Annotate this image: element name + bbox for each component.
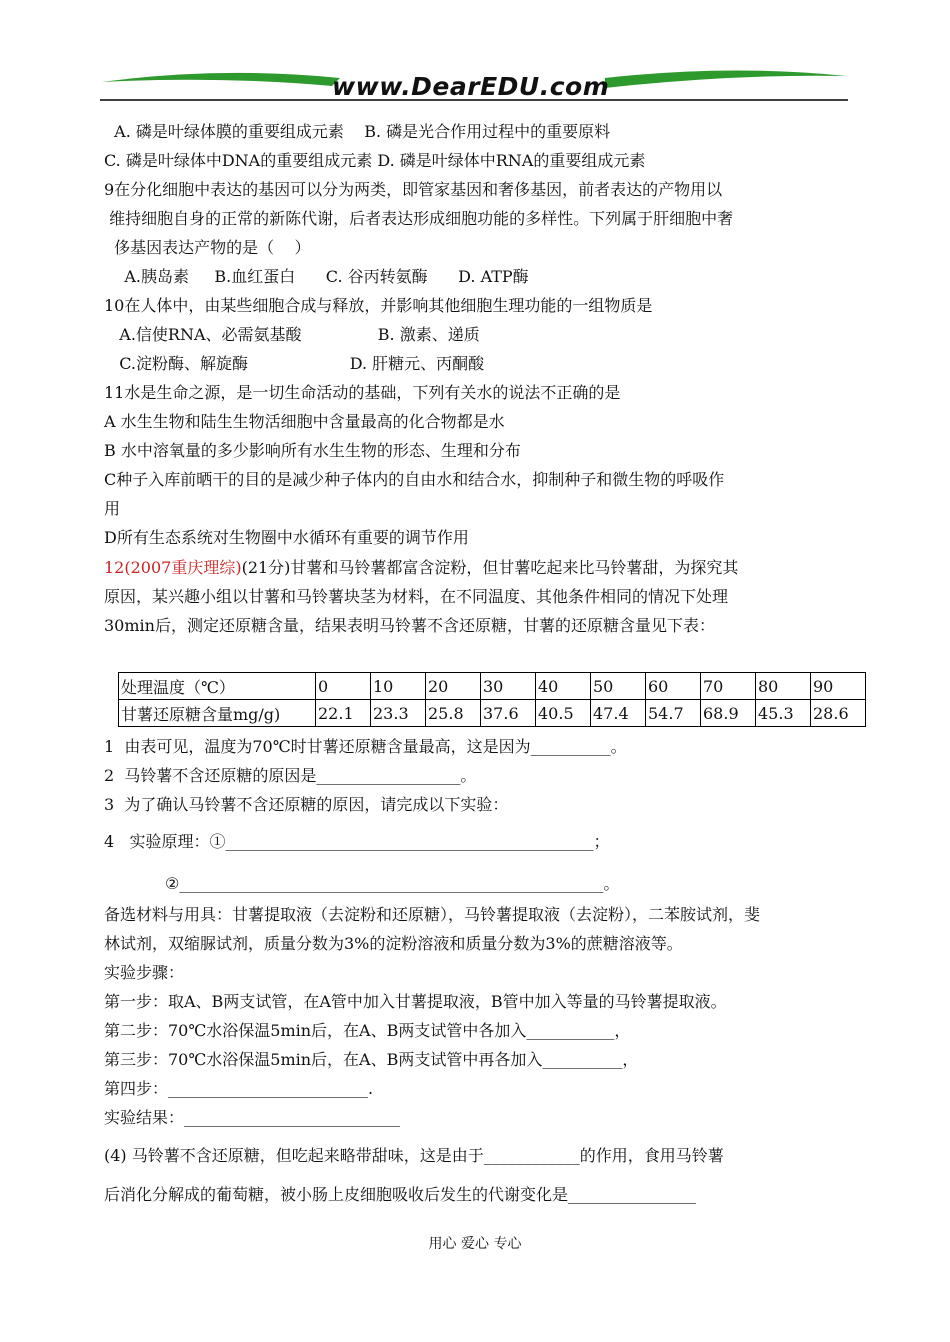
- table-cell: 60: [646, 673, 701, 700]
- text-line-content: 实验结果：___________________________: [104, 1108, 401, 1127]
- text-line-content: 10在人体中，由某些细胞合成与释放，并影响其他细胞生理功能的一组物质是: [104, 296, 653, 315]
- text-line-content: C.淀粉酶、解旋酶 D. 肝糖元、丙酮酸: [104, 354, 485, 373]
- text-line: [104, 149, 645, 173]
- text-line: [104, 526, 469, 550]
- text-line: [104, 614, 715, 638]
- text-line: [104, 323, 480, 347]
- text-line: [104, 735, 627, 759]
- text-line: [104, 120, 610, 144]
- text-line: [104, 764, 476, 788]
- text-line: [104, 468, 724, 492]
- text-line: [104, 265, 529, 289]
- text-line-content: (21分)甘薯和马铃薯都富含淀粉，但甘薯吃起来比马铃薯甜，为探究其: [241, 558, 739, 577]
- text-line-content: 实验步骤：: [104, 963, 185, 982]
- text-line-content: 用: [104, 499, 121, 518]
- text-line: [104, 872, 619, 896]
- table-cell: 10: [371, 673, 426, 700]
- row-header-cell: 处理温度（℃）: [119, 673, 316, 700]
- page-footer: 用心 爱心 专心: [428, 1236, 522, 1252]
- table-cell: 22.1: [316, 700, 371, 727]
- table-cell: 40.5: [536, 700, 591, 727]
- text-line-content: (4) 马铃薯不含还原糖，但吃起来略带甜味，这是由于____________的作用，食用马铃薯: [104, 1146, 724, 1165]
- question-source: 12(2007重庆理综): [104, 558, 242, 577]
- text-line: [104, 497, 120, 521]
- text-line-content: ②_____________________________________________________。: [104, 874, 620, 893]
- table-cell: 80: [756, 673, 811, 700]
- table-cell: 37.6: [481, 700, 536, 727]
- table-cell: 54.7: [646, 700, 701, 727]
- text-line: [104, 1077, 373, 1101]
- text-line-content: 林试剂，双缩脲试剂，质量分数为3%的淀粉溶液和质量分数为3%的蔗糖溶液等。: [104, 934, 683, 953]
- table-cell: 28.6: [811, 700, 866, 727]
- text-line-content: C. 磷是叶绿体中DNA的重要组成元素 D. 磷是叶绿体中RNA的重要组成元素: [104, 151, 646, 170]
- text-line-content: 30min后，测定还原糖含量，结果表明马铃薯不含还原糖，甘薯的还原糖含量见下表：: [104, 616, 715, 635]
- table-cell: 20: [426, 673, 481, 700]
- table-cell: 0: [316, 673, 371, 700]
- text-line: [104, 236, 311, 260]
- text-line-content: A.胰岛素 B.血红蛋白 C. 谷丙转氨酶 D. ATP酶: [104, 267, 529, 286]
- text-line: [104, 932, 683, 956]
- text-line: [104, 1019, 630, 1043]
- text-line: [104, 961, 184, 985]
- table-cell: 70: [701, 673, 756, 700]
- text-line: [104, 207, 733, 231]
- table-row: [119, 673, 866, 700]
- table-cell: 45.3: [756, 700, 811, 727]
- text-line: [104, 439, 521, 463]
- text-line-content: 原因，某兴趣小组以甘薯和马铃薯块茎为材料，在不同温度、其他条件相同的情况下处理: [104, 587, 729, 606]
- text-line-content: 11水是生命之源，是一切生命活动的基础，下列有关水的说法不正确的是: [104, 383, 621, 402]
- text-line-content: 第一步：取A、B两支试管，在A管中加入甘薯提取液，B管中加入等量的马铃薯提取液。: [104, 992, 727, 1011]
- table-cell: 25.8: [426, 700, 481, 727]
- text-line-content: 侈基因表达产物的是（ ）: [104, 238, 311, 257]
- table-cell: 68.9: [701, 700, 756, 727]
- text-line-content: 1 由表可见，温度为70℃时甘薯还原糖含量最高，这是因为__________。: [104, 737, 627, 756]
- text-line: [104, 381, 620, 405]
- table-row: [119, 700, 866, 727]
- text-line-content: 备选材料与用具：甘薯提取液（去淀粉和还原糖），马铃薯提取液（去淀粉），二苯胺试剂，斐: [104, 905, 761, 924]
- text-line: [104, 585, 728, 609]
- table-cell: 47.4: [591, 700, 646, 727]
- text-line-content: 2 马铃薯不含还原糖的原因是__________________。: [104, 766, 477, 785]
- text-line: [104, 793, 508, 817]
- text-line: [104, 1106, 400, 1130]
- text-line-content: 第二步：70℃水浴保温5min后，在A、B两支试管中各加入___________，: [104, 1021, 631, 1040]
- text-line-content: B 水中溶氧量的多少影响所有水生生物的形态、生理和分布: [104, 441, 521, 460]
- text-line-content: A.信使RNA、必需氨基酸 B. 激素、递质: [104, 325, 480, 344]
- table-cell: 40: [536, 673, 591, 700]
- text-line: [104, 903, 760, 927]
- text-line-content: 第四步：_________________________.: [104, 1079, 374, 1098]
- text-line: [104, 352, 484, 376]
- text-line: [104, 1183, 696, 1207]
- text-line-content: 维持细胞自身的正常的新陈代谢，后者表达形成细胞功能的多样性。下列属于肝细胞中奢: [104, 209, 734, 228]
- text-line: [104, 410, 505, 434]
- row-header-cell: 甘薯还原糖含量mg/g): [119, 700, 316, 727]
- table-cell: 90: [811, 673, 866, 700]
- sugar-content-table: [118, 672, 866, 727]
- text-line: [104, 830, 609, 854]
- text-line: [104, 1048, 638, 1072]
- text-line: [104, 294, 652, 318]
- text-line-content: 第三步：70℃水浴保温5min后，在A、B两支试管中再各加入__________，: [104, 1050, 639, 1069]
- text-line: [104, 556, 738, 580]
- text-line-content: 后消化分解成的葡萄糖，被小肠上皮细胞吸收后发生的代谢变化是________________: [104, 1185, 697, 1204]
- text-line-content: A 水生生物和陆生生物活细胞中含量最高的化合物都是水: [104, 412, 505, 431]
- text-line-content: 4 实验原理：①______________________________________________；: [104, 832, 610, 851]
- table-cell: 50: [591, 673, 646, 700]
- text-line-content: 3 为了确认马铃薯不含还原糖的原因，请完成以下实验：: [104, 795, 509, 814]
- text-line-content: 9在分化细胞中表达的基因可以分为两类，即管家基因和奢侈基因，前者表达的产物用以: [104, 180, 723, 199]
- text-line: [104, 178, 722, 202]
- site-header: [100, 62, 848, 110]
- text-line: [104, 990, 727, 1014]
- table-cell: 30: [481, 673, 536, 700]
- text-line-content: D所有生态系统对生物圈中水循环有重要的调节作用: [104, 528, 469, 547]
- table-cell: 23.3: [371, 700, 426, 727]
- text-line-content: C种子入库前晒干的目的是减少种子体内的自由水和结合水，抑制种子和微生物的呼吸作: [104, 470, 725, 489]
- site-logo[interactable]: www.DearEDU.com: [332, 72, 610, 101]
- text-line: [104, 1144, 724, 1168]
- text-line-content: A. 磷是叶绿体膜的重要组成元素 B. 磷是光合作用过程中的重要原料: [104, 122, 611, 141]
